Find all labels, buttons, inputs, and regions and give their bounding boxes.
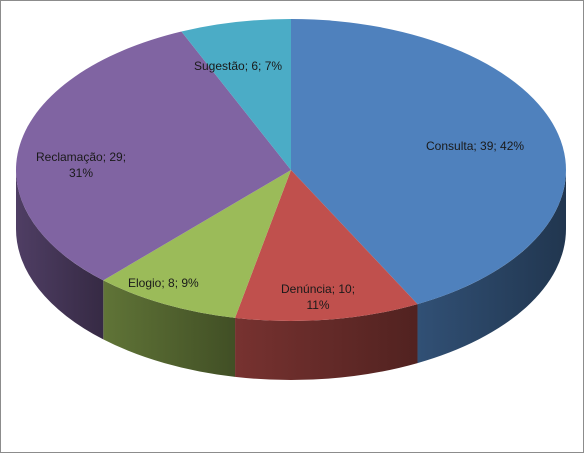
label-reclamacao: Reclamação; 29; 31%	[36, 150, 127, 180]
label-elogio: Elogio; 8; 9%	[128, 276, 199, 290]
label-sugestao: Sugestão; 6; 7%	[194, 59, 283, 73]
pie-chart	[1, 1, 583, 452]
label-denuncia: Denúncia; 10; 11%	[281, 282, 356, 312]
label-consulta: Consulta; 39; 42%	[426, 139, 525, 153]
